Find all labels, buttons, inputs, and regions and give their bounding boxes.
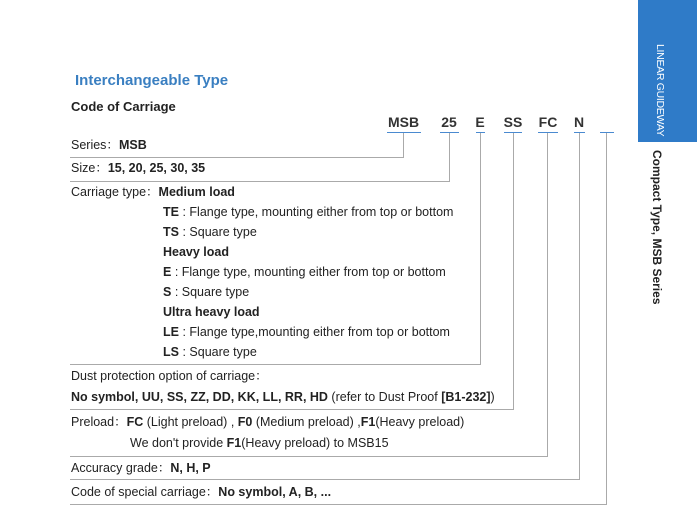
divider [70,181,450,182]
code-series: MSB [387,114,420,130]
section-heading: Code of Carriage [71,99,176,114]
series-subtitle: Compact Type, MSB Series [650,150,664,305]
preload-row: Preload：FC (Light preload) , F0 (Medium preload) ,F1(Heavy preload) [71,415,465,429]
divider [70,364,481,365]
series-row: Series：MSB [71,138,147,152]
connector [579,133,580,479]
page-title: Interchangeable Type [75,72,229,89]
divider [70,157,404,158]
carriage-row: Carriage type：Medium load [71,185,235,199]
divider [70,456,548,457]
code-accuracy: N [573,114,585,130]
accuracy-row: Accuracy grade：N, H, P [71,461,211,475]
code-preload: FC [538,114,558,130]
size-row: Size：15, 20, 25, 30, 35 [71,161,206,175]
carriage-s: S : Square type [163,285,250,299]
connector [403,133,404,157]
carriage-te: TE : Flange type, mounting either from top or bottom [163,205,454,219]
section-label: LINEAR GUIDEWAY [654,44,666,137]
carriage-e: E : Flange type, mounting either from top or bottom [163,265,446,279]
underline [600,132,614,133]
underline [387,132,421,133]
code-size: 25 [441,114,457,130]
dust-options: No symbol, UU, SS, ZZ, DD, KK, LL, RR, HD (refer to Dust Proof [B1-232]) [71,390,495,404]
divider [70,504,607,505]
underline [538,132,558,133]
connector [449,133,450,181]
divider [70,479,580,480]
preload-note: We don't provide F1(Heavy preload) to MSB15 [130,436,389,450]
connector [547,133,548,456]
code-carriage: E [475,114,485,130]
divider [70,409,514,410]
carriage-ls: LS : Square type [163,345,257,359]
connector [606,133,607,504]
dust-label: Dust protection option of carriage： [71,369,268,383]
code-dust: SS [503,114,523,130]
carriage-le: LE : Flange type,mounting either from top or bottom [163,325,450,339]
carriage-ts: TS : Square type [163,225,257,239]
special-row: Code of special carriage：No symbol, A, B, ... [71,485,332,499]
connector [513,133,514,409]
connector [480,133,481,364]
section-tab [638,0,697,142]
carriage-heavy: Heavy load [163,245,230,259]
carriage-ultra: Ultra heavy load [163,305,260,319]
